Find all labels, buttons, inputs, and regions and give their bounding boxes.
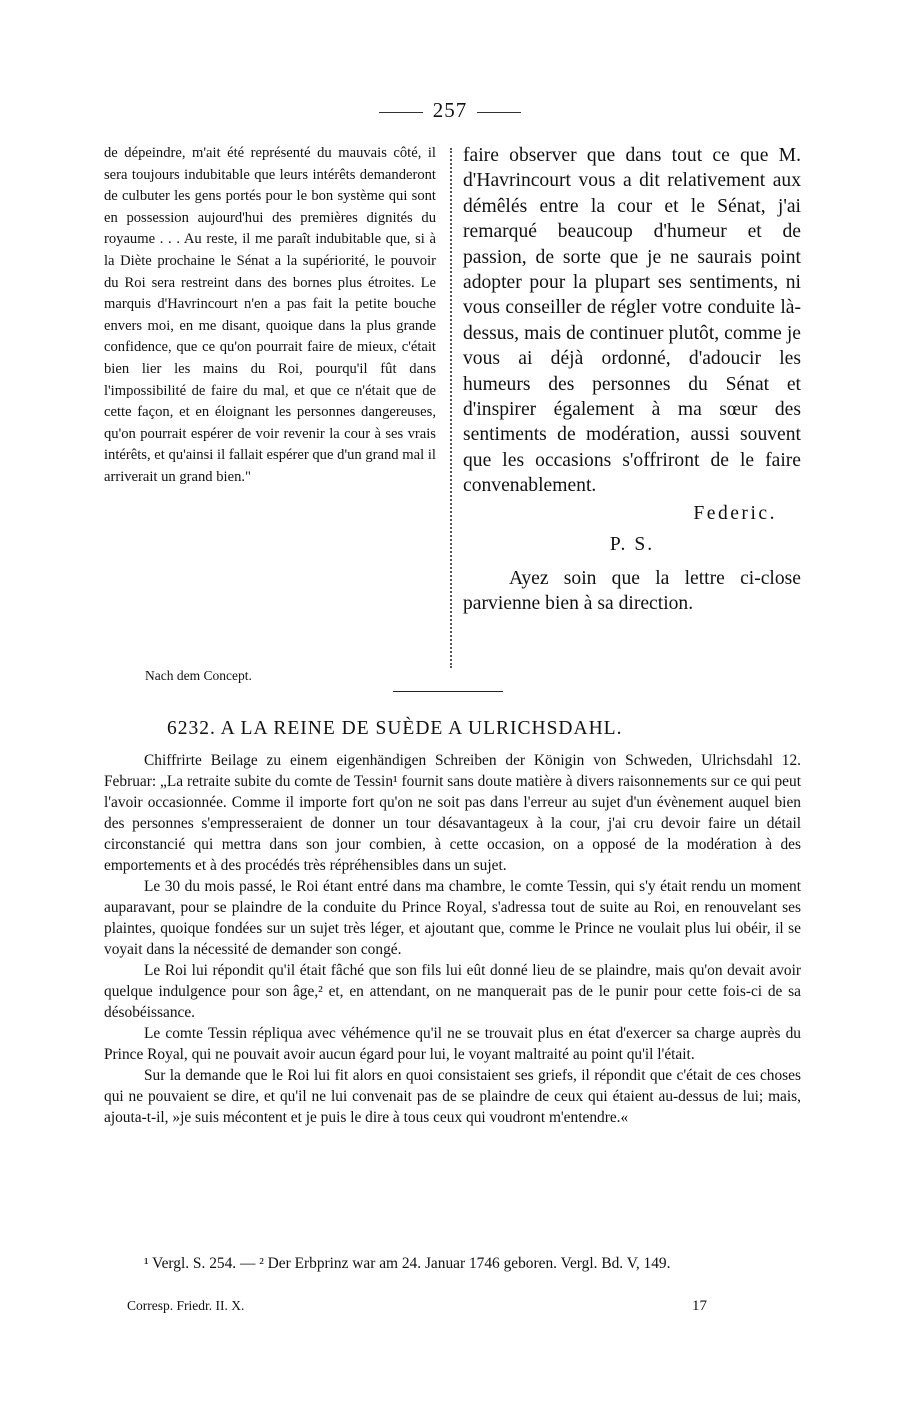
page-number-dash-right — [477, 112, 521, 113]
footnote-text: ¹ Vergl. S. 254. — ² Der Erbprinz war am 24. Januar 1746 geboren. Vergl. Bd. V, 149. — [144, 1255, 671, 1272]
body-paragraph: Sur la demande que le Roi lui fit alors en quoi consistaient ses griefs, il répondit que c'était de ces choses qui ne pouvaient se dire, et qu'il ne lui convenait pas de se plaindre de ceux qui étaient au-dessus de lui; mais, ajouta-t-il, »je suis mécontent et je puis le dire à tous ceux qui voudront m'entendre.« — [104, 1067, 801, 1126]
postscript-label: P. S. — [609, 534, 655, 556]
sheet-number: 17 — [692, 1298, 707, 1314]
postscript-text: Ayez soin que la lettre ci-close parvienne bien à sa direction. — [463, 567, 801, 614]
page-number — [0, 98, 900, 123]
body-text — [104, 750, 801, 1128]
body-paragraph: Le Roi lui répondit qu'il était fâché que son fils lui eût donné lieu de se plaindre, mais qu'on devait avoir quelque indulgence pour son âge,² et, en attendant, on ne manquerait pas de le punir pour cette fois-ci de sa désobéissance. — [104, 962, 801, 1021]
column-divider — [450, 148, 452, 668]
letter-signature: Federic. — [693, 502, 777, 524]
page-number-text: 257 — [432, 98, 468, 122]
left-column — [104, 143, 436, 489]
left-column-text: de dépeindre, m'ait été représenté du mauvais côté, il sera toujours indubitable que leurs intérêts demanderont de culbuter les gens portés pour le bon système qui sont en possession aujourd'hui des premières dignités du royaume . . . Au reste, il me paraît indubitable que, si à la Diète prochaine le Sénat a la supériorité, le pouvoir du Roi sera restreint dans des bornes plus étroites. Le marquis d'Havrincourt n'en a pas fait la petite bouche envers moi, en me disant, quoique dans la plus grande confidence, que ce qu'on pourrait faire de mieux, c'était bien lier les mains du Roi, pourqu'il fût dans l'impossibilité de faire du mal, et que ce n'était que de cette façon, et en éloignant les personnes dangereuses, qu'on pourrait espérer de voir revenir la cour à ses vrais intérêts, et qu'ainsi il fallait espérer que d'un grand mal il arriverait un grand bien." — [104, 145, 436, 485]
right-column — [463, 143, 801, 616]
body-paragraph: Le 30 du mois passé, le Roi étant entré dans ma chambre, le comte Tessin, qui s'y était rendu un moment auparavant, pour se plaindre de la conduite du Prince Royal, s'adressa tout de suite au Roi, en renouvelant ses plaintes, quoique fondées sur un sujet très léger, et ajoutant que, comme le Prince ne voulait plus lui obéir, il se voyait dans la nécessité de demander son congé. — [104, 878, 801, 958]
source-note: Nach dem Concept. — [145, 668, 252, 683]
body-paragraph: Le comte Tessin répliqua avec véhémence qu'il ne se trouvait plus en état d'exercer sa charge auprès du Prince Royal, qui ne pouvait avoir aucun égard pour lui, le voyant maltraité au point qu'il l'était. — [104, 1025, 801, 1063]
page-number-dash-left — [379, 112, 423, 113]
right-column-text: faire observer que dans tout ce que M. d'Havrincourt vous a dit relativement aux démêlés entre la cour et le Sénat, j'ai remarqué beaucoup d'humeur et de passion, de sorte que je ne saurais point adopter pour la plupart ses sentiments, ni vous conseiller de régler votre conduite là-dessus, mais de continuer plutôt, comme je vous ai déjà ordonné, d'adoucir les humeurs des personnes du Sénat et d'inspirer également à ma sœur des sentiments de modération, aussi souvent que les occasions s'offriront de le faire convenablement. — [463, 145, 801, 497]
section-rule — [393, 691, 503, 692]
body-paragraph: Chiffrirte Beilage zu einem eigenhändigen Schreiben der Königin von Schweden, Ulrichsdahl 12. Februar: „La retraite subite du comte de Tessin¹ fournit sans doute matière à divers raisonnements sur ce qui peut l'avoir occasionnée. Comme il importe fort qu'on ne soit pas dans l'erreur au sujet d'un évènement auquel bien des personnes s'empresseraient de donner un tour désavantageux à la cour, j'ai cru devoir faire un détail circonstancié qui mettra dans son jour combien, à cette occasion, on a opposé de la modération à des emportements et à des procédés très répréhensibles dans un sujet. — [104, 752, 801, 874]
section-heading: 6232. A LA REINE DE SUÈDE A ULRICHSDAHL. — [167, 718, 623, 739]
printer-signature-line: Corresp. Friedr. II. X. — [127, 1298, 245, 1313]
footnotes — [104, 1254, 801, 1274]
